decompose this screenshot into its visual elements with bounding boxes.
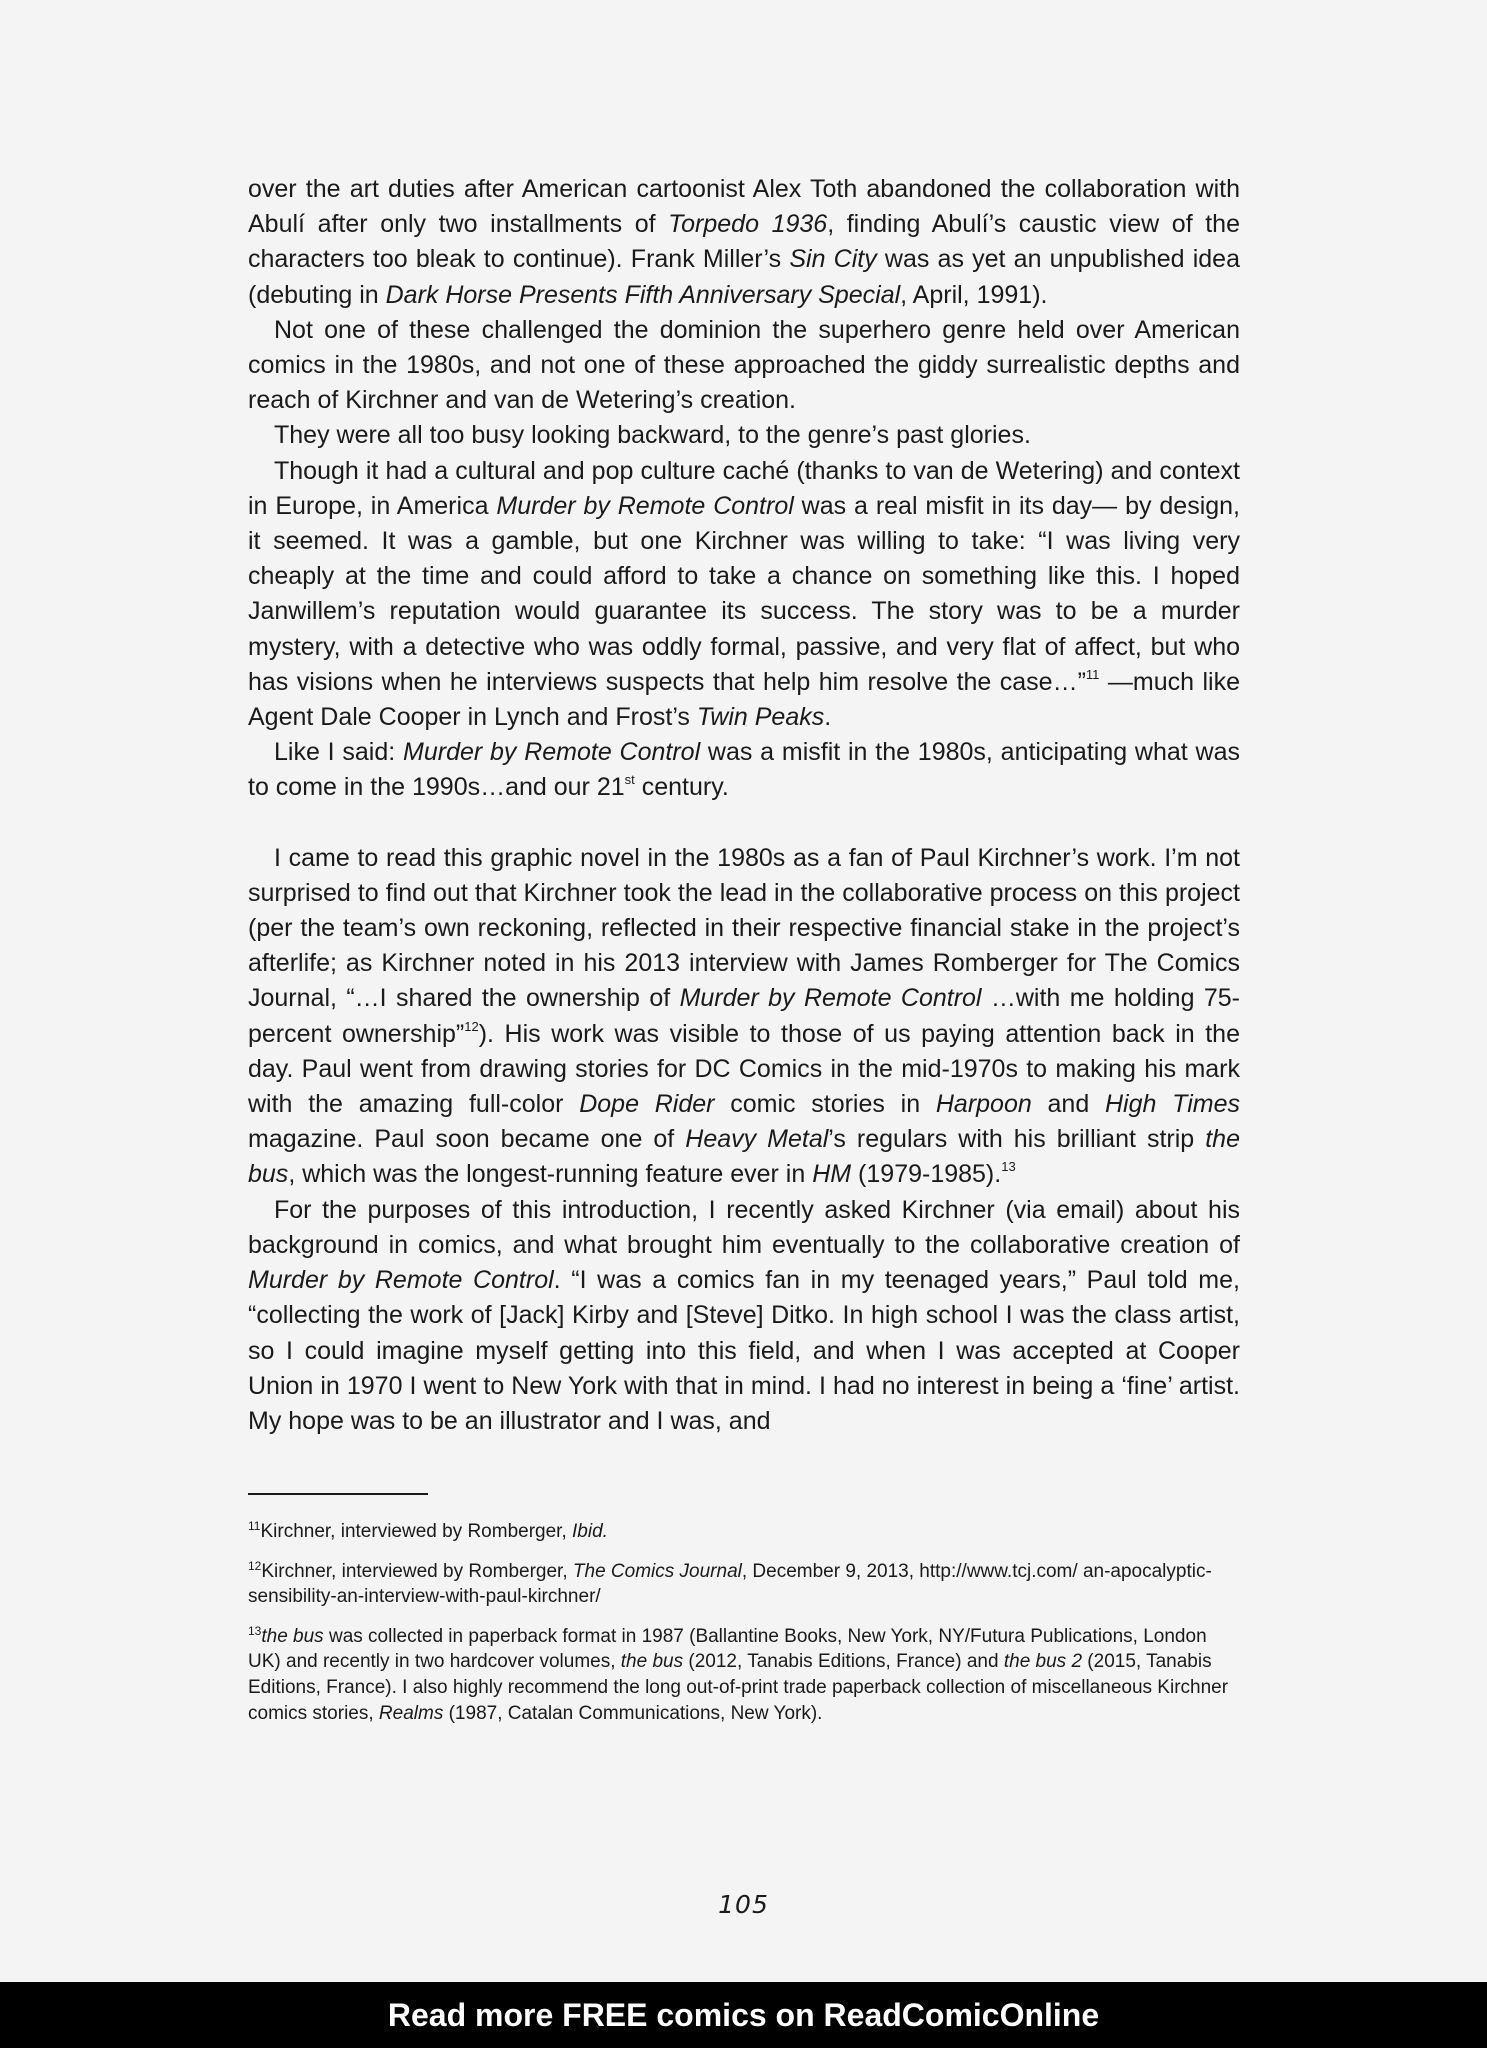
text-run: (1987, Catalan Communications, New York). — [443, 1702, 823, 1724]
text-run: was collected in paperback format in 1987 (Ballantine Books, New York, NY/Futura Publications, London UK) and recently in two hardcover volumes, — [248, 1625, 1207, 1673]
text-run: ’s regulars with his brilliant strip — [828, 1125, 1206, 1154]
footnotes — [248, 1519, 1232, 1740]
paragraph-6 — [248, 841, 1240, 1193]
paragraph-2: Not one of these challenged the dominion the superhero genre held over American comics in the 1980s, and not one of these approached the giddy surrealistic depths and reach of Kirchner and van de Wetering’s creation. — [248, 315, 1240, 415]
footnote-12 — [248, 1559, 1232, 1610]
text-run: —much like Agent Dale Cooper in Lynch and Frost’s — [248, 667, 1240, 732]
italic-title: Torpedo 1936 — [668, 210, 828, 239]
page-number: 105 — [718, 1890, 769, 1919]
text-run: (2012, Tanabis Editions, France) and — [683, 1651, 1004, 1673]
text-run: . — [824, 703, 832, 732]
text-run: For the purposes of this introduction, I recently asked Kirchner (via email) about his background in comics, and what brought him eventually to the collaborative creation of — [248, 1195, 1240, 1259]
paragraph-7 — [248, 1193, 1240, 1439]
text-run: , April, 1991). — [900, 280, 1048, 309]
italic-title: Murder by Remote Control — [679, 984, 982, 1013]
footnote-ref-11: 11 — [1085, 666, 1100, 682]
promo-banner-link[interactable]: Read more FREE comics on ReadComicOnline — [387, 1996, 1100, 2033]
text-run: Like I said: — [274, 738, 404, 767]
footnote-divider — [248, 1493, 428, 1495]
promo-banner[interactable] — [0, 1982, 1487, 2048]
text-run: , December 9, 2013, http://www.tcj.com/ an-apocalyptic-sensibility-an-interview-with-paul-kirchner/ — [248, 1560, 1212, 1608]
text-run: , finding Abulí’s caustic view of the characters too bleak to continue). Frank Miller’s — [248, 210, 1240, 274]
italic-title: Heavy Metal — [685, 1125, 829, 1154]
italic-title: Realms — [378, 1702, 444, 1724]
text-run: ). His work was visible to those of us paying attention back in the day. Paul went from drawing stories for DC Comics in the mid-1970s to making his mark with the amazing full-color — [248, 1019, 1240, 1119]
text-run: was a real misfit in its day— by design, it seemed. It was a gamble, but one Kirchner was willing to take: “I was living very cheaply at the time and could afford to take a chance on something like this. I hoped Janwillem’s reputation would guarantee its success. The story was to be a murder mystery, with a detective who was oddly formal, passive, and very flat of affect, but who has visions when he interviews suspects that help him resolve the case…” — [248, 491, 1240, 696]
text-run: . “I was a comics fan in my teenaged years,” Paul told me, “collecting the work of [Jack] Kirby and [Steve] Ditko. In high school I was the class artist, so I could imagine myself getting into this field, and when I was accepted at Cooper Union in 1970 I went to New York with that in mind. I had no interest in being a ‘fine’ artist. My hope was to be an illustrator and I was, and — [248, 1266, 1240, 1435]
text-run: was a misfit in the 1980s, anticipating what was to come in the 1990s…and our 21 — [248, 738, 1240, 802]
italic-title: the bus — [620, 1651, 684, 1673]
text-run: , which was the longest-running feature ever in — [288, 1160, 813, 1189]
text-run: magazine. Paul soon became one of — [248, 1125, 686, 1154]
text-run: …with me holding 75-percent ownership” — [248, 984, 1241, 1048]
text-run: was as yet an unpublished idea (debuting in — [248, 245, 1240, 309]
footnote-number: 12 — [248, 1558, 262, 1573]
italic-title: The Comics Journal — [572, 1560, 742, 1582]
text-run: over the art duties after American cartoonist Alex Toth abandoned the collaboration with Abulí after only two installments of — [248, 175, 1240, 239]
footnote-13 — [248, 1624, 1232, 1726]
paragraph-1 — [248, 172, 1240, 313]
paragraph-5 — [248, 735, 1240, 805]
text-run: comic stories in — [714, 1090, 936, 1119]
italic-title: Sin City — [789, 245, 877, 274]
italic-title: Ibid. — [572, 1521, 608, 1542]
italic-title: Murder by Remote Control — [248, 1266, 554, 1295]
italic-title: Dope Rider — [579, 1090, 715, 1119]
paragraph-4 — [248, 454, 1240, 736]
italic-title: the bus 2 — [1003, 1651, 1083, 1673]
text-run: I came to read this graphic novel in the 1980s as a fan of Paul Kirchner’s work. I’m not surprised to find out that Kirchner took the lead in the collaborative process on this project (per the team’s own reckoning, reflected in their respective financial stake in the project’s afterlife; as Kirchner noted in his 2013 interview with James Romberger for The Comics Journal, “…I shared the ownership of — [248, 843, 1240, 1013]
footnote-number: 13 — [248, 1623, 262, 1638]
text-run: and — [1031, 1090, 1105, 1119]
text-run: century. — [634, 773, 729, 802]
italic-title: Twin Peaks — [696, 703, 825, 732]
italic-title: Murder by Remote Control — [496, 491, 794, 520]
italic-title: the bus — [261, 1625, 324, 1647]
text-run: (2015, Tanabis Editions, France). I also highly recommend the long out-of-print trade paperback collection of miscellaneous Kirchner comics stories, — [248, 1651, 1229, 1724]
italic-title: Harpoon — [935, 1090, 1032, 1119]
paragraph-3: They were all too busy looking backward, to the genre’s past glories. — [274, 421, 1031, 450]
italic-title: Dark Horse Presents Fifth Anniversary Special — [385, 280, 901, 309]
text-run: Kirchner, interviewed by Romberger, — [260, 1521, 573, 1542]
text-run: (1979-1985). — [851, 1160, 1002, 1189]
ordinal-suffix: st — [624, 772, 635, 788]
body-text — [248, 172, 1240, 1439]
text-run: Though it had a cultural and pop culture caché (thanks to van de Wetering) and context in Europe, in America — [248, 456, 1240, 520]
footnote-ref-13: 13 — [1001, 1159, 1016, 1175]
italic-title: HM — [812, 1160, 852, 1189]
italic-title: High Times — [1104, 1090, 1240, 1119]
italic-title: Murder by Remote Control — [403, 738, 701, 767]
italic-title: the bus — [248, 1125, 1240, 1189]
footnote-number: 11 — [248, 1519, 261, 1533]
footnote-11 — [248, 1519, 1232, 1545]
footnote-ref-12: 12 — [464, 1018, 479, 1034]
text-run: Kirchner, interviewed by Romberger, — [261, 1560, 573, 1582]
